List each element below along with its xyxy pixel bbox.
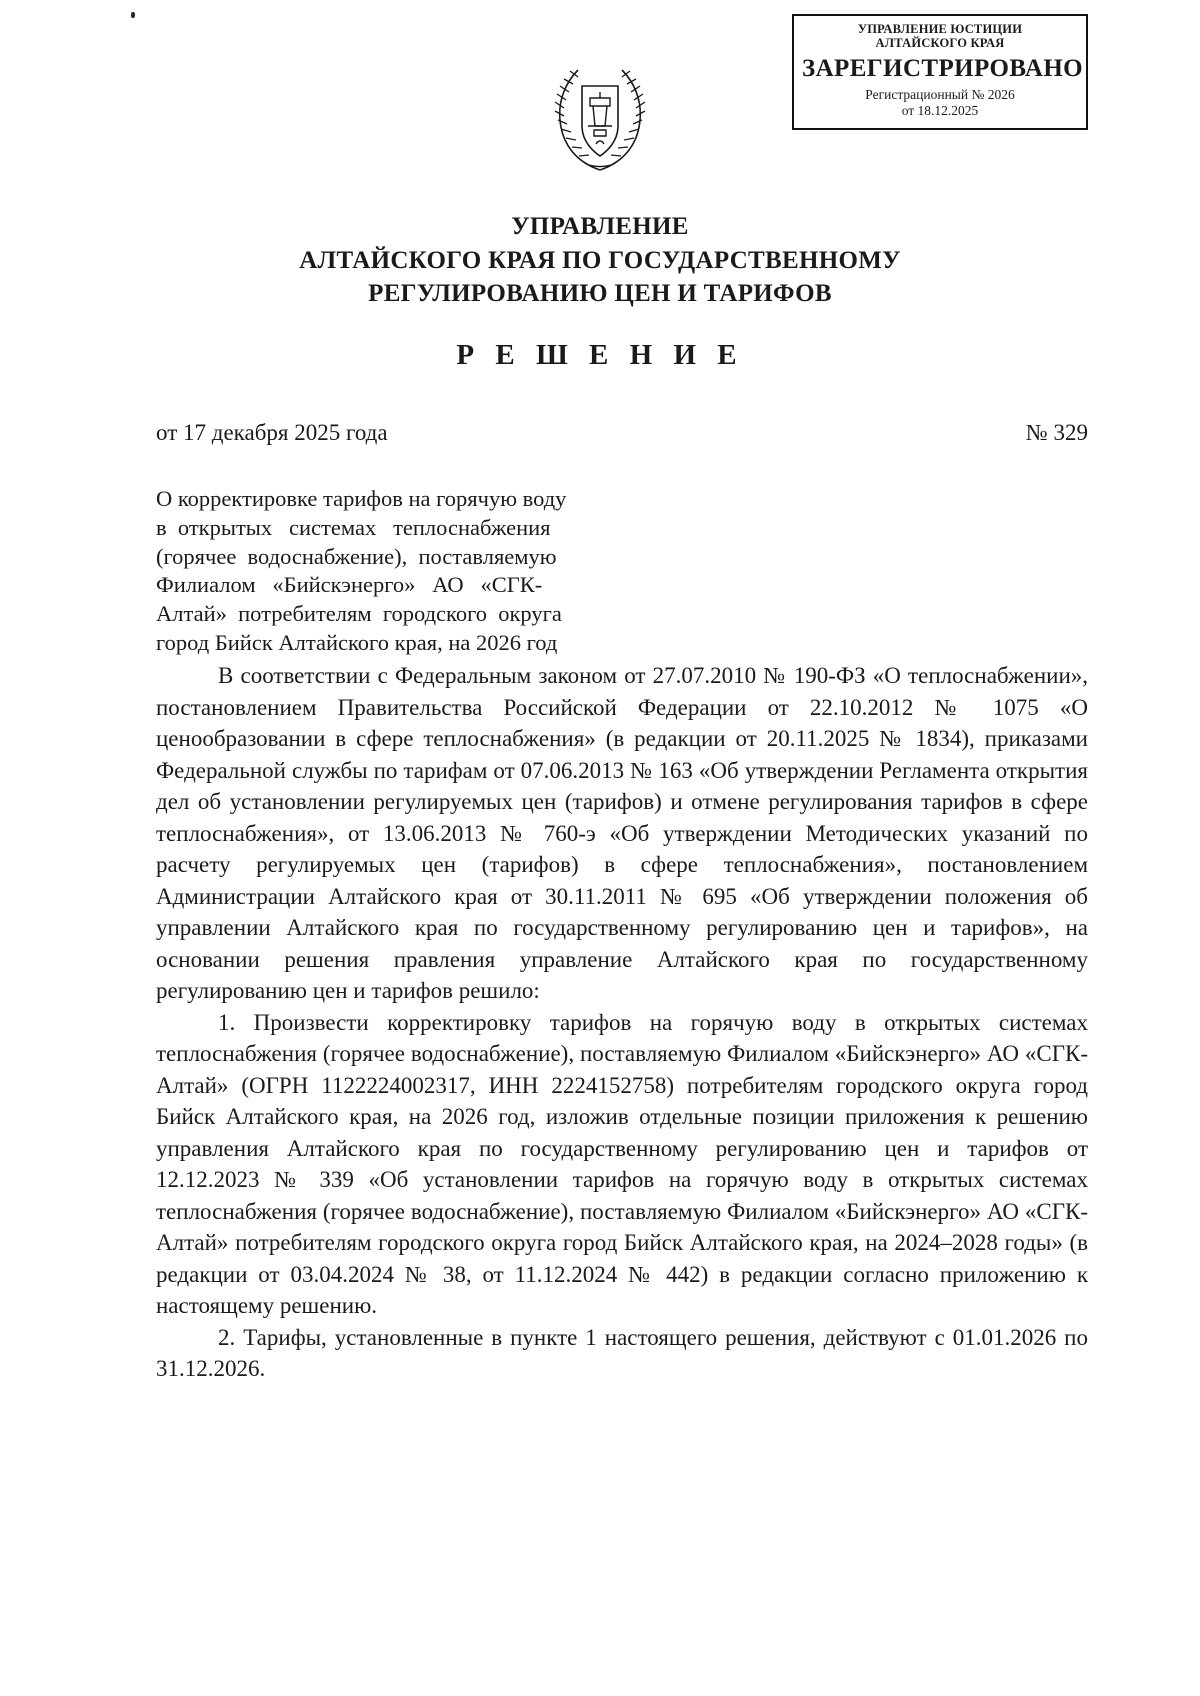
document-number: № 329 [1025,420,1088,445]
org-line-3: РЕГУЛИРОВАНИЮ ЦЕН И ТАРИФОВ [368,280,832,307]
subject-line-3: (горячее водоснабжение), поставляемую [156,543,557,569]
document-body [156,660,1088,1385]
body-paragraph-intro: В соответствии с Федеральным законом от 27.07.2010 № 190-ФЗ «О теплоснабжении», постановлением Правительства Российской Федерации от 22.10.2012 № 1075 «О ценообразовании в сфере теплоснабжения» (в редакции от 20.11.2025 № 1834), приказами Федеральной службы по тарифам от 07.06.2013 № 163 «Об утверждении Регламента открытия дел об установлении регулируемых цен (тарифов) и отмене регулирования тарифов в сфере теплоснабжения», от 13.06.2013 № 760-э «Об утверждении Методических указаний по расчету регулируемых цен (тарифов) в сфере теплоснабжения», постановлением Администрации Алтайского края от 30.11.2011 № 695 «Об утверждении положения об управлении Алтайского края по государственному регулированию цен и тарифов», на основании решения правления управление Алтайского края по государственному регулированию цен и тарифов решило: [156,663,1088,1003]
document-header [0,210,1200,372]
stamp-registration-date: от 18.12.2025 [901,103,979,119]
subject-line-2: в открытых системах теплоснабжения [156,514,551,540]
subject-line-5: Алтай» потребителям городского округа [156,601,562,627]
stamp-registered-label: ЗАРЕГИСТРИРОВАНО [802,55,1084,82]
subject-line-4: Филиалом «Бийскэнерго» АО «СГК- [156,572,543,598]
ink-speck [131,12,135,18]
coat-of-arms-icon [0,58,1200,176]
body-paragraph-1: 1. Произвести корректировку тарифов на горячую воду в открытых системах теплоснабжения (горячее водоснабжение), поставляемую Филиалом «Бийскэнерго» АО «СГК-Алтай» (ОГРН 1122224002317, ИНН 2224152758) потребителям городского округа город Бийск Алтайского края, на 2026 год, изложив отдельные позиции приложения к решению управления Алтайского края по государственному регулированию цен и тарифов от 12.12.2023 № 339 «Об установлении тарифов на горячую воду в открытых системах теплоснабжения (горячее водоснабжение), поставляемую Филиалом «Бийскэнерго» АО «СГК-Алтай» потребителям городского округа город Бийск Алтайского края, на 2024–2028 годы» (в редакции от 03.04.2024 № 38, от 11.12.2024 № 442) в редакции согласно приложению к настоящему решению. [156,1009,1088,1318]
org-line-1: УПРАВЛЕНИЕ [511,213,689,240]
body-paragraph-2: 2. Тарифы, установленные в пункте 1 настоящего решения, действуют с 01.01.2026 по 31.12.2026. [156,1324,1088,1381]
subject-line-1: О корректировке тарифов на горячую воду [156,486,567,511]
stamp-org-line2: АЛТАЙСКОГО КРАЯ [875,36,1005,50]
document-date: от 17 декабря 2025 года [156,420,388,445]
stamp-org-line1: УПРАВЛЕНИЕ ЮСТИЦИИ [857,22,1023,36]
document-subject [156,485,674,658]
org-line-2: АЛТАЙСКОГО КРАЯ ПО ГОСУДАРСТВЕННОМУ [299,246,901,274]
document-type-title: Р Е Ш Е Н И Е [456,338,744,371]
document-meta [156,420,1088,446]
stamp-registration-number: Регистрационный № 2026 [865,87,1015,102]
subject-line-6: город Бийск Алтайского края, на 2026 год [156,629,558,655]
